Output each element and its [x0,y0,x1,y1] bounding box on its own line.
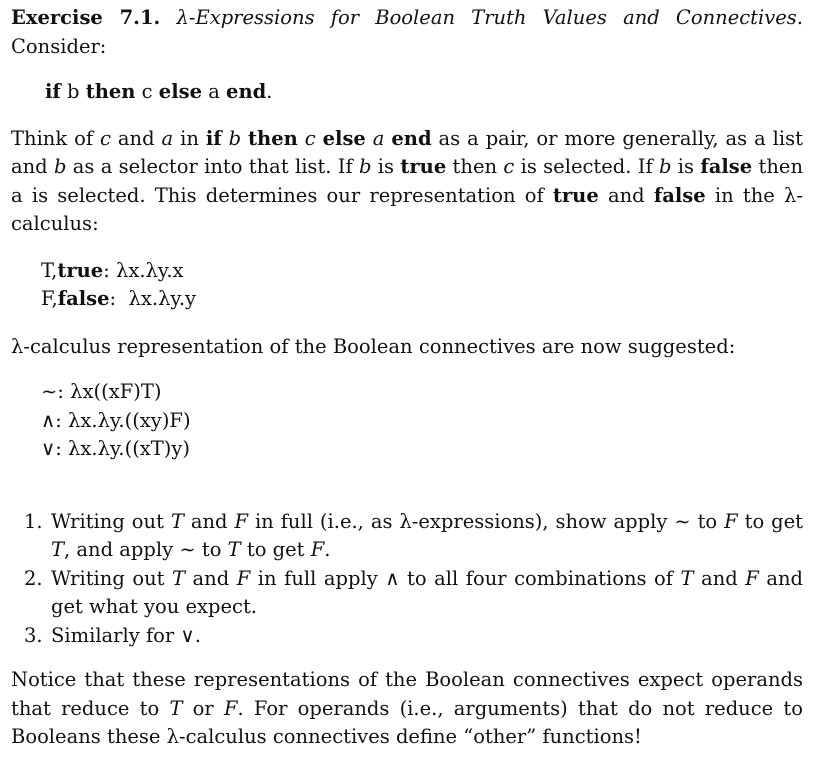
connective-and [41,407,803,436]
exercise-subtitle: λ-Expressions for Boolean Truth Values and Connectives. [176,6,804,29]
text: is [371,155,401,178]
var-b: b [659,155,672,178]
lambda-expression: λx.λy.((xy)F) [68,408,191,432]
colon: : [103,258,110,282]
item-number: 3. [24,623,43,647]
text: as a selector into that list. If [66,155,360,178]
list-item [11,622,803,651]
var-c: c [141,80,153,103]
operator-symbol: ∧: [41,408,62,432]
paragraph-notice [11,666,803,752]
list-item [11,508,803,565]
keyword-false: false [653,183,706,207]
operator-symbol: ∼: [41,380,64,403]
var-b: b [53,155,67,178]
text: , and apply ∼ to [64,538,228,561]
var-T: T [680,566,694,590]
var-b: b [359,155,372,178]
var-a: a [161,126,174,150]
definition-false [41,285,803,314]
connective-not [41,378,803,407]
item-number: 1. [24,509,43,533]
colon: : [109,287,117,310]
var-F: F [223,696,238,720]
keyword-true: true [400,155,447,178]
connective-definitions [41,378,803,464]
lambda-expression: λx.λy.x [116,258,184,282]
keyword-then: then [85,80,136,103]
definition-true [41,257,803,286]
text: then a is selected. This determines our representation of [11,155,804,207]
keyword-end: end [226,80,267,103]
keyword-else: else [158,80,202,103]
text: in full (i.e., as λ-expressions), show apply ∼ to [248,509,725,533]
text: . For operands (i.e., arguments) that do not reduce to Booleans these λ-calculus connectives define “other” functions! [11,696,803,748]
text: is [671,155,701,178]
text: to get [737,509,803,533]
exercise-intro: Consider: [11,34,107,58]
text: Writing out [51,566,173,590]
var-T: T [169,696,183,720]
var-F: F [724,509,738,533]
text: . [324,538,331,561]
var-a: a [208,80,220,103]
lambda-expression: λx.λy.((xT)y) [68,437,191,460]
symbol: F, [41,287,58,310]
paragraph-pair-explanation [11,125,803,239]
var-c: c [503,155,515,178]
keyword-then: then [248,126,298,150]
keyword-false: false [700,155,753,178]
text: as a pair, or more generally, as a list and [11,126,803,178]
var-T: T [170,509,184,533]
text: and [693,566,746,590]
lambda-expression: λx.λy.y [128,287,197,310]
var-a: a [372,126,385,150]
exercise-page [11,4,803,752]
text: and [183,509,235,533]
keyword-else: else [322,126,366,150]
text: to get [240,538,311,561]
text: and [185,566,237,590]
keyword-end: end [391,126,432,150]
text: Similarly for ∨. [51,623,201,647]
text: Notice that these representations of the Boolean connectives expect operands that reduce to [11,668,803,720]
var-F: F [310,538,325,561]
text: in the λ-calculus: [11,183,803,235]
keyword-true: true [552,183,599,207]
var-T: T [227,538,241,561]
var-c: c [100,126,111,150]
paragraph-connectives-intro: λ-calculus representation of the Boolean connectives are now suggested: [11,334,736,358]
var-T: T [51,538,65,561]
operator-symbol: ∨: [41,437,62,460]
text: and [598,183,654,207]
symbol: T, [41,258,58,282]
item-number: 2. [24,566,43,590]
list-item [11,565,803,622]
var-F: F [745,566,759,590]
if-then-else-expression [45,78,803,107]
truth-value-definitions [41,257,803,314]
var-F: F [236,566,251,590]
var-c: c [304,126,316,150]
var-F: F [234,509,248,533]
keyword-if: if [205,126,222,150]
period: . [266,80,273,103]
exercise-title: Exercise 7.1. [11,6,161,29]
text: and [110,126,162,150]
keyword-if: if [45,80,61,103]
definition-name: true [57,258,104,282]
text: is selected. If [514,155,660,178]
text: Think of [11,126,101,150]
var-T: T [172,566,186,590]
exercise-task-list [11,508,803,651]
connective-or [41,435,803,464]
definition-name: false [57,287,110,310]
text: in [173,126,206,150]
text: Writing out [51,509,171,533]
text: and get what you expect. [51,566,803,618]
var-b: b [228,126,242,150]
text: then [446,155,504,178]
text: in full apply ∧ to all four combinations of [250,566,681,590]
lambda-expression: λx((xF)T) [70,380,162,403]
var-b: b [67,80,80,103]
text: or [182,696,224,720]
exercise-heading [11,4,803,61]
